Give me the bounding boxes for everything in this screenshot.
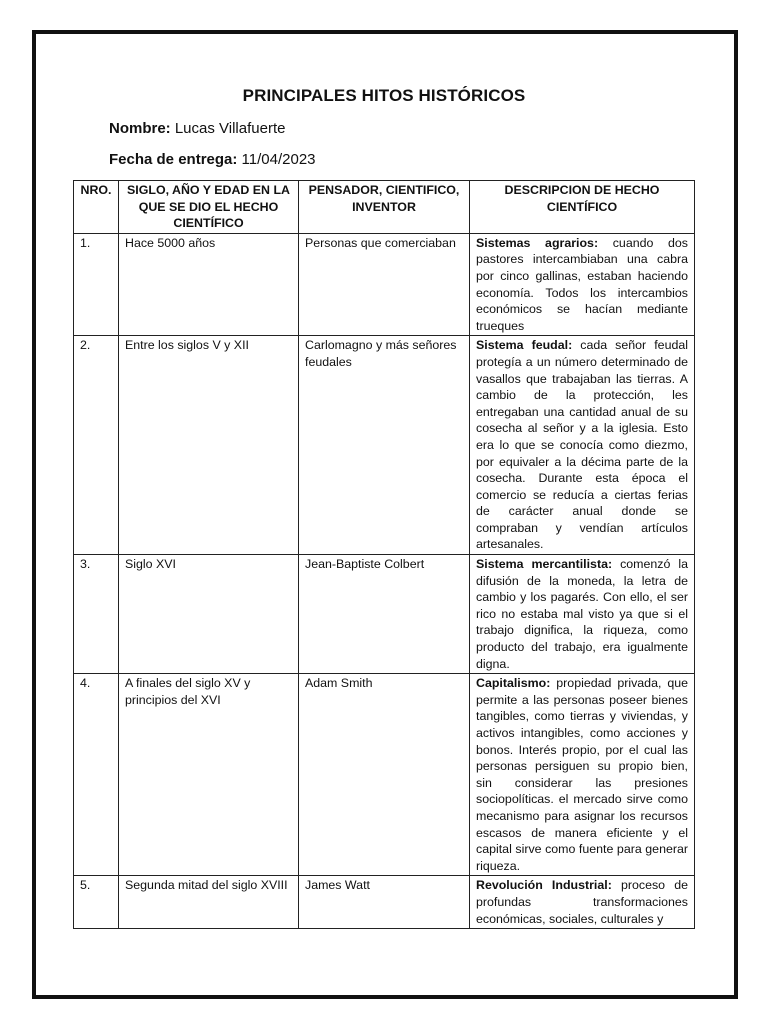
- description-term: Sistema feudal:: [476, 338, 573, 353]
- table-row: [74, 876, 695, 929]
- cell-description: [470, 876, 695, 929]
- date-label: Fecha de entrega:: [109, 151, 238, 168]
- table-row: [74, 336, 695, 555]
- header-period: SIGLO, AÑO Y EDAD EN LA QUE SE DIO EL HECHO CIENTÍFICO: [119, 181, 299, 234]
- name-label: Nombre:: [109, 120, 171, 137]
- description-term: Revolución Industrial:: [476, 878, 612, 893]
- cell-period: A finales del siglo XV y principios del XVI: [119, 674, 299, 876]
- table-row: [74, 555, 695, 674]
- name-value: Lucas Villafuerte: [174, 120, 286, 137]
- description-term: Sistema mercantilista:: [476, 557, 613, 572]
- description-text: comenzó la difusión de la moneda, la letra de cambio y los pagarés. Con ello, el ser rico no estaba mal visto ya que si el trabajo dignifica, la riqueza, como producto del trabajo, era igualmente digna.: [476, 557, 688, 671]
- delivery-date-line: [109, 151, 316, 168]
- student-name-line: [109, 120, 285, 137]
- cell-nro: 2.: [74, 336, 119, 555]
- document-title: PRINCIPALES HITOS HISTÓRICOS: [242, 86, 526, 105]
- description-term: Sistemas agrarios:: [476, 235, 599, 250]
- milestones-table: [73, 180, 695, 929]
- cell-description: [470, 233, 695, 336]
- cell-thinker: Carlomagno y más señores feudales: [299, 336, 470, 555]
- cell-description: [470, 336, 695, 555]
- cell-period: Entre los siglos V y XII: [119, 336, 299, 555]
- table-row: [74, 674, 695, 876]
- cell-nro: 1.: [74, 233, 119, 336]
- description-text: cuando dos pastores intercambiaban una cabra por cinco gallinas, estaban haciendo economía. Todos los intercambios económicos se hacían mediante trueques: [476, 235, 689, 333]
- cell-thinker: Personas que comerciaban: [299, 233, 470, 336]
- cell-nro: 3.: [74, 555, 119, 674]
- description-text: cada señor feudal protegía a un número determinado de vasallos que trabajaban las tierras. A cambio de la protección, les entregaban una cantidad anual de su cosecha al señor y a la iglesia. Esto era lo que se conocía como diezmo, por equivaler a la décima parte de la cosecha. Durante esta época el comercio se reducía a ciertas ferias de carácter anual donde se compraban y vendían artículos artesanales.: [476, 338, 688, 552]
- cell-thinker: Adam Smith: [299, 674, 470, 876]
- header-description: DESCRIPCION DE HECHO CIENTÍFICO: [470, 181, 695, 234]
- table-row: [74, 233, 695, 336]
- header-nro: NRO.: [74, 181, 119, 234]
- cell-nro: 4.: [74, 674, 119, 876]
- cell-description: [470, 555, 695, 674]
- description-text: proceso de profundas transformaciones económicas, sociales, culturales y: [476, 878, 688, 926]
- cell-period: Siglo XVI: [119, 555, 299, 674]
- cell-nro: 5.: [74, 876, 119, 929]
- description-term: Capitalismo:: [476, 676, 551, 691]
- cell-thinker: James Watt: [299, 876, 470, 929]
- cell-description: [470, 674, 695, 876]
- table-header-row: [74, 181, 695, 234]
- header-thinker: PENSADOR, CIENTIFICO, INVENTOR: [299, 181, 470, 234]
- description-text: propiedad privada, que permite a las personas poseer bienes tangibles, como tierras y viviendas, y activos intangibles, como acciones y bonos. Interés propio, por el cual las personas persiguen su propio bien, sin considerar las presiones sociopolíticas. el mercado sirve como mecanismo para asignar los recursos escasos de manera eficiente y el capital sirve como fuente para generar riqueza.: [476, 676, 688, 873]
- date-value: 11/04/2023: [241, 151, 316, 168]
- cell-period: Hace 5000 años: [119, 233, 299, 336]
- cell-period: Segunda mitad del siglo XVIII: [119, 876, 299, 929]
- cell-thinker: Jean-Baptiste Colbert: [299, 555, 470, 674]
